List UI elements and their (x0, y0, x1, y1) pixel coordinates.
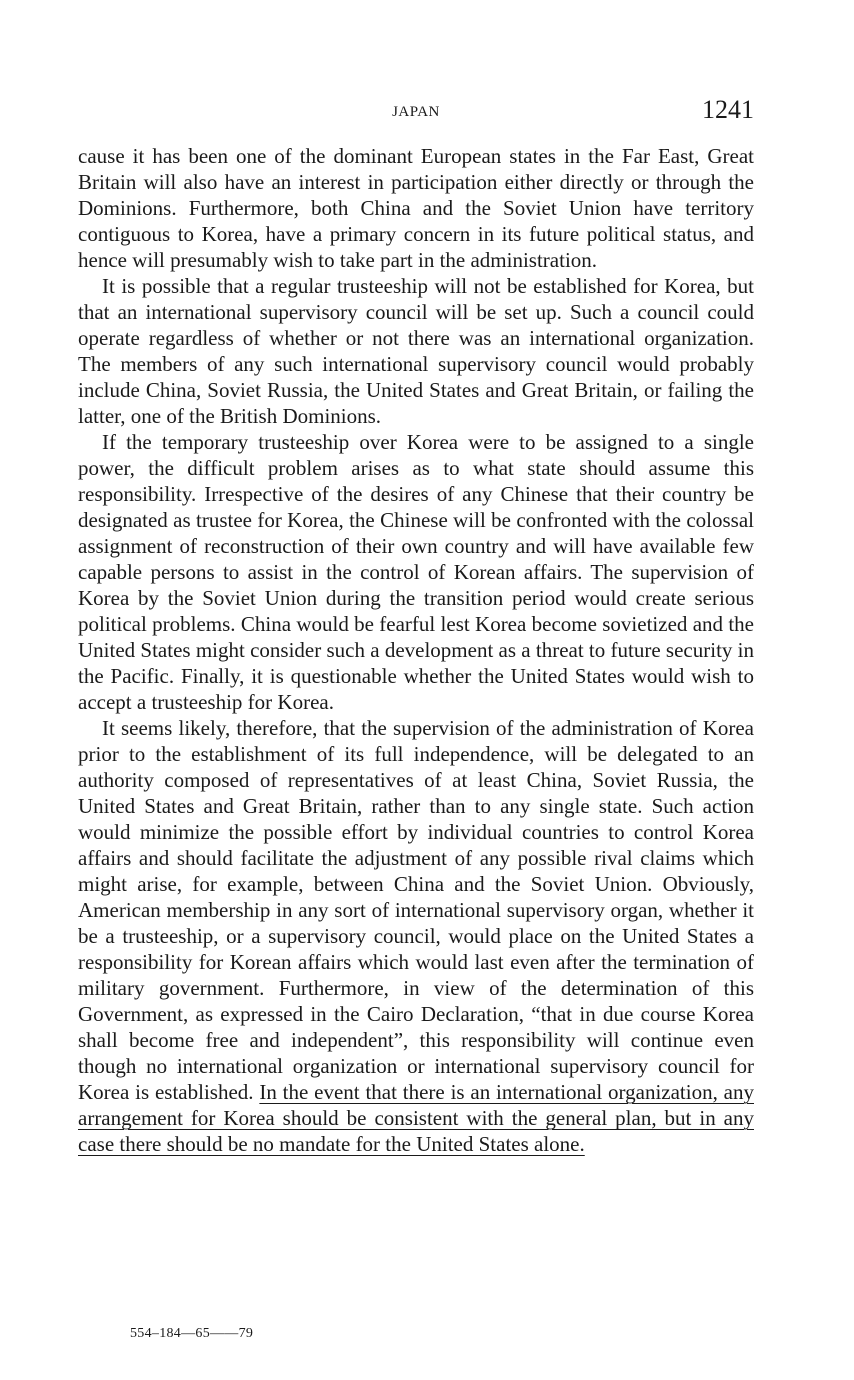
underlined-passage: In the event that there is an international organization, any arrangement for Korea should be consistent with the general plan, but in any case there should be no mandate for the United States alone. (78, 1080, 754, 1156)
page-number: 1241 (702, 95, 754, 124)
paragraph-3: If the temporary trusteeship over Korea were to be assigned to a single power, the difficult problem arises as to what state should assume this responsibility. Irrespective of the desires of any Chinese that their country be designated as trustee for Korea, the Chinese will be confronted with the colossal assignment of reconstruction of their own country and will have available few capable persons to assist in the control of Korean affairs. The supervision of Korea by the Soviet Union during the transition period would create serious political problems. China would be fearful lest Korea become sovietized and the United States might consider such a development as a threat to future security in the Pacific. Finally, it is questionable whether the United States would wish to accept a trusteeship for Korea. (78, 430, 754, 714)
running-head: JAPAN (392, 104, 440, 120)
paragraph-4 (78, 715, 754, 1157)
paragraph-2: It is possible that a regular trusteeship will not be established for Korea, but that an international supervisory council will be set up. Such a council could operate regardless of whether or not there was an international organization. The members of any such international supervisory council would probably include China, Soviet Russia, the United States and Great Britain, or failing the latter, one of the British Dominions. (78, 274, 754, 428)
page-header (78, 95, 754, 131)
print-code: 554–184—65——79 (130, 1326, 254, 1341)
body-text (78, 143, 754, 1157)
paragraph-1: cause it has been one of the dominant European states in the Far East, Great Britain will also have an interest in participation either directly or through the Dominions. Furthermore, both China and the Soviet Union have territory contiguous to Korea, have a primary concern in its future political status, and hence will presumably wish to take part in the administration. (78, 144, 754, 272)
paragraph-4-text: It seems likely, therefore, that the supervision of the administration of Korea prior to the establishment of its full independence, will be delegated to an authority composed of representatives of at least China, Soviet Russia, the United States and Great Britain, rather than to any single state. Such action would minimize the possible effort by individual countries to control Korea affairs and should facilitate the adjustment of any possible rival claims which might arise, for example, between China and the Soviet Union. Obviously, American membership in any sort of international supervisory organ, whether it be a trusteeship, or a supervisory council, would place on the United States a responsibility for Korean affairs which would last even after the termination of military government. Furthermore, in view of the determination of this Government, as expressed in the Cairo Declaration, “that in due course Korea shall become free and independent”, this responsibility will continue even though no international organization or international supervisory council for Korea is established. (78, 716, 754, 1104)
